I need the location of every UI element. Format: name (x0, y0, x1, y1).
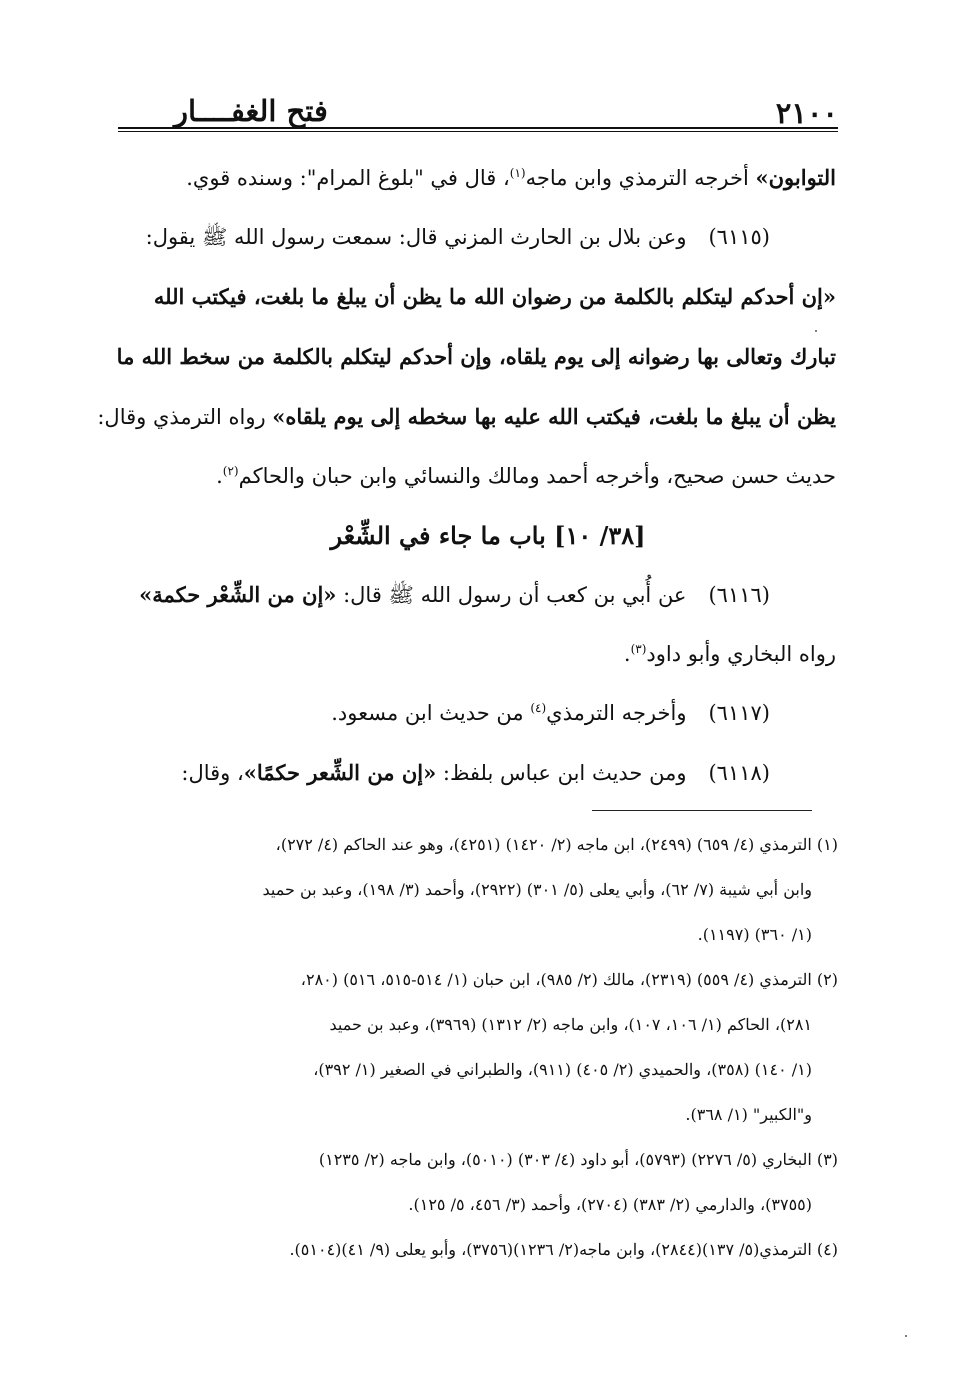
text-span: ، قال في "بلوغ المرام": وسنده قوي. (186, 166, 510, 190)
text-line (140, 684, 836, 743)
header-rule (118, 127, 838, 132)
footnote-marker: (٢) (222, 464, 239, 478)
text-span: عن أُبي بن كعب أن رسول الله ﷺ قال: (336, 583, 687, 607)
footnotes (124, 822, 838, 1272)
scan-speck (815, 330, 817, 332)
hadith-text: «إن من الشِّعر حكمًا» (243, 760, 437, 785)
text-line (140, 447, 836, 506)
footnote-line: (٤) الترمذي(٥/ ١٣٧)(٢٨٤٤)، وابن ماجه(٢/ ١٢٣٦)(٣٧٥٦)، وأبو يعلى (٩/ ٤١)(٥١٠٤). (289, 1240, 838, 1259)
text-line (140, 565, 836, 625)
text-line (140, 625, 836, 684)
text-span: رواه البخاري وأبو داود (646, 642, 836, 666)
text-line (140, 148, 836, 208)
text-line (140, 208, 836, 267)
running-title: فتح الغفــــار (174, 94, 328, 128)
footnote-line: (١/ ١٤٠) (٣٥٨)، والحميدي (٢/ ٤٠٥) (٩١١)، والطبراني في الصغير (١/ ٣٩٢)، (313, 1060, 812, 1079)
text-span: أخرجه الترمذي وابن ماجه (525, 166, 756, 190)
footnote-line: (١/ ٣٦٠) (١١٩٧). (697, 925, 812, 944)
text-span: ومن حديث ابن عباس بلفظ: (436, 761, 687, 785)
hadith-text: تبارك وتعالى بها رضوانه إلى يوم يلقاه، وإن أحدكم ليتكلم بالكلمة من سخط الله ما (116, 344, 836, 369)
hadith-text: يظن أن يبلغ ما بلغت، فيكتب الله عليه بها سخطه إلى يوم يلقاه» (272, 404, 836, 429)
hadith-text: التوابون» (755, 165, 836, 190)
footnote-marker: (٤) (530, 701, 547, 715)
page-number: ٢١٠٠ (775, 96, 838, 130)
footnote-line: (١) الترمذي (٤/ ٦٥٩) (٢٤٩٩)، ابن ماجه (٢/ ١٤٢٠) (٤٢٥١)، وهو عند الحاكم (٤/ ٢٧٢)، (275, 835, 838, 854)
footnote-line: ٢٨١)، الحاكم (١/ ١٠٦، ١٠٧)، وابن ماجه (٢/ ١٣١٢) (٣٩٦٩)، وعبد بن حميد (329, 1015, 812, 1034)
hadith-text: [٣٨/ ١٠] باب ما جاء في الشِّعْر (330, 521, 646, 550)
text-span: ، وقال: (181, 761, 244, 785)
hadith-number: (٦١١٦) (708, 583, 770, 607)
text-span: وعن بلال بن الحارث المزني قال: سمعت رسول الله ﷺ يقول: (145, 225, 687, 249)
footnote-line: وابن أبي شيبة (٧/ ٦٢)، وأبي يعلى (٥/ ٣٠١) (٢٩٢٢)، وأحمد (٣/ ١٩٨)، وعبد بن حميد (262, 880, 812, 899)
footnote-line: و"الكبير" (١/ ٣٦٨). (685, 1105, 812, 1124)
text-span: حديث حسن صحيح، وأخرجه أحمد ومالك والنسائي وابن حبان والحاكم (238, 464, 836, 488)
footnote-marker: (٣) (630, 642, 647, 656)
footnote-separator (592, 810, 812, 811)
hadith-text: «إن أحدكم ليتكلم بالكلمة من رضوان الله ما يظن أن يبلغ ما بلغت، فيكتب الله (153, 284, 836, 309)
footnote-line: (٣٧٥٥)، والدارمي (٢/ ٣٨٣) (٢٧٠٤)، وأحمد (٣/ ٤٥٦، ٥/ ١٢٥). (408, 1195, 812, 1214)
text-line (116, 327, 836, 387)
footnote-line: (٣) البخاري (٥/ ٢٢٧٦) (٥٧٩٣)، أبو داود (٤/ ٣٠٣) (٥٠١٠)، وابن ماجه (٢/ ١٢٣٥) (318, 1150, 838, 1169)
text-line (97, 387, 836, 447)
footnote-line: (٢) الترمذي (٤/ ٥٥٩) (٢٣١٩)، مالك (٢/ ٩٨٥)، ابن حبان (١/ ٥١٤-٥١٥، ٥١٦) (٢٨٠، (300, 970, 838, 989)
scan-speck (905, 1335, 907, 1337)
text-span: وأخرجه الترمذي (546, 701, 687, 725)
text-span: . (216, 464, 223, 488)
hadith-number: (٦١١٨) (708, 761, 770, 785)
text-span: رواه الترمذي وقال: (97, 405, 273, 429)
chapter-heading (140, 506, 836, 565)
text-span: من حديث ابن مسعود. (331, 701, 531, 725)
text-span: . (623, 642, 631, 666)
hadith-number: (٦١١٥) (708, 225, 770, 249)
footnote-marker: (١) (509, 166, 526, 180)
hadith-text: «إن من الشِّعْر حكمة» (139, 582, 337, 607)
text-line (140, 267, 836, 327)
main-text (97, 148, 836, 803)
text-line (140, 743, 836, 803)
hadith-number: (٦١١٧) (708, 701, 770, 725)
